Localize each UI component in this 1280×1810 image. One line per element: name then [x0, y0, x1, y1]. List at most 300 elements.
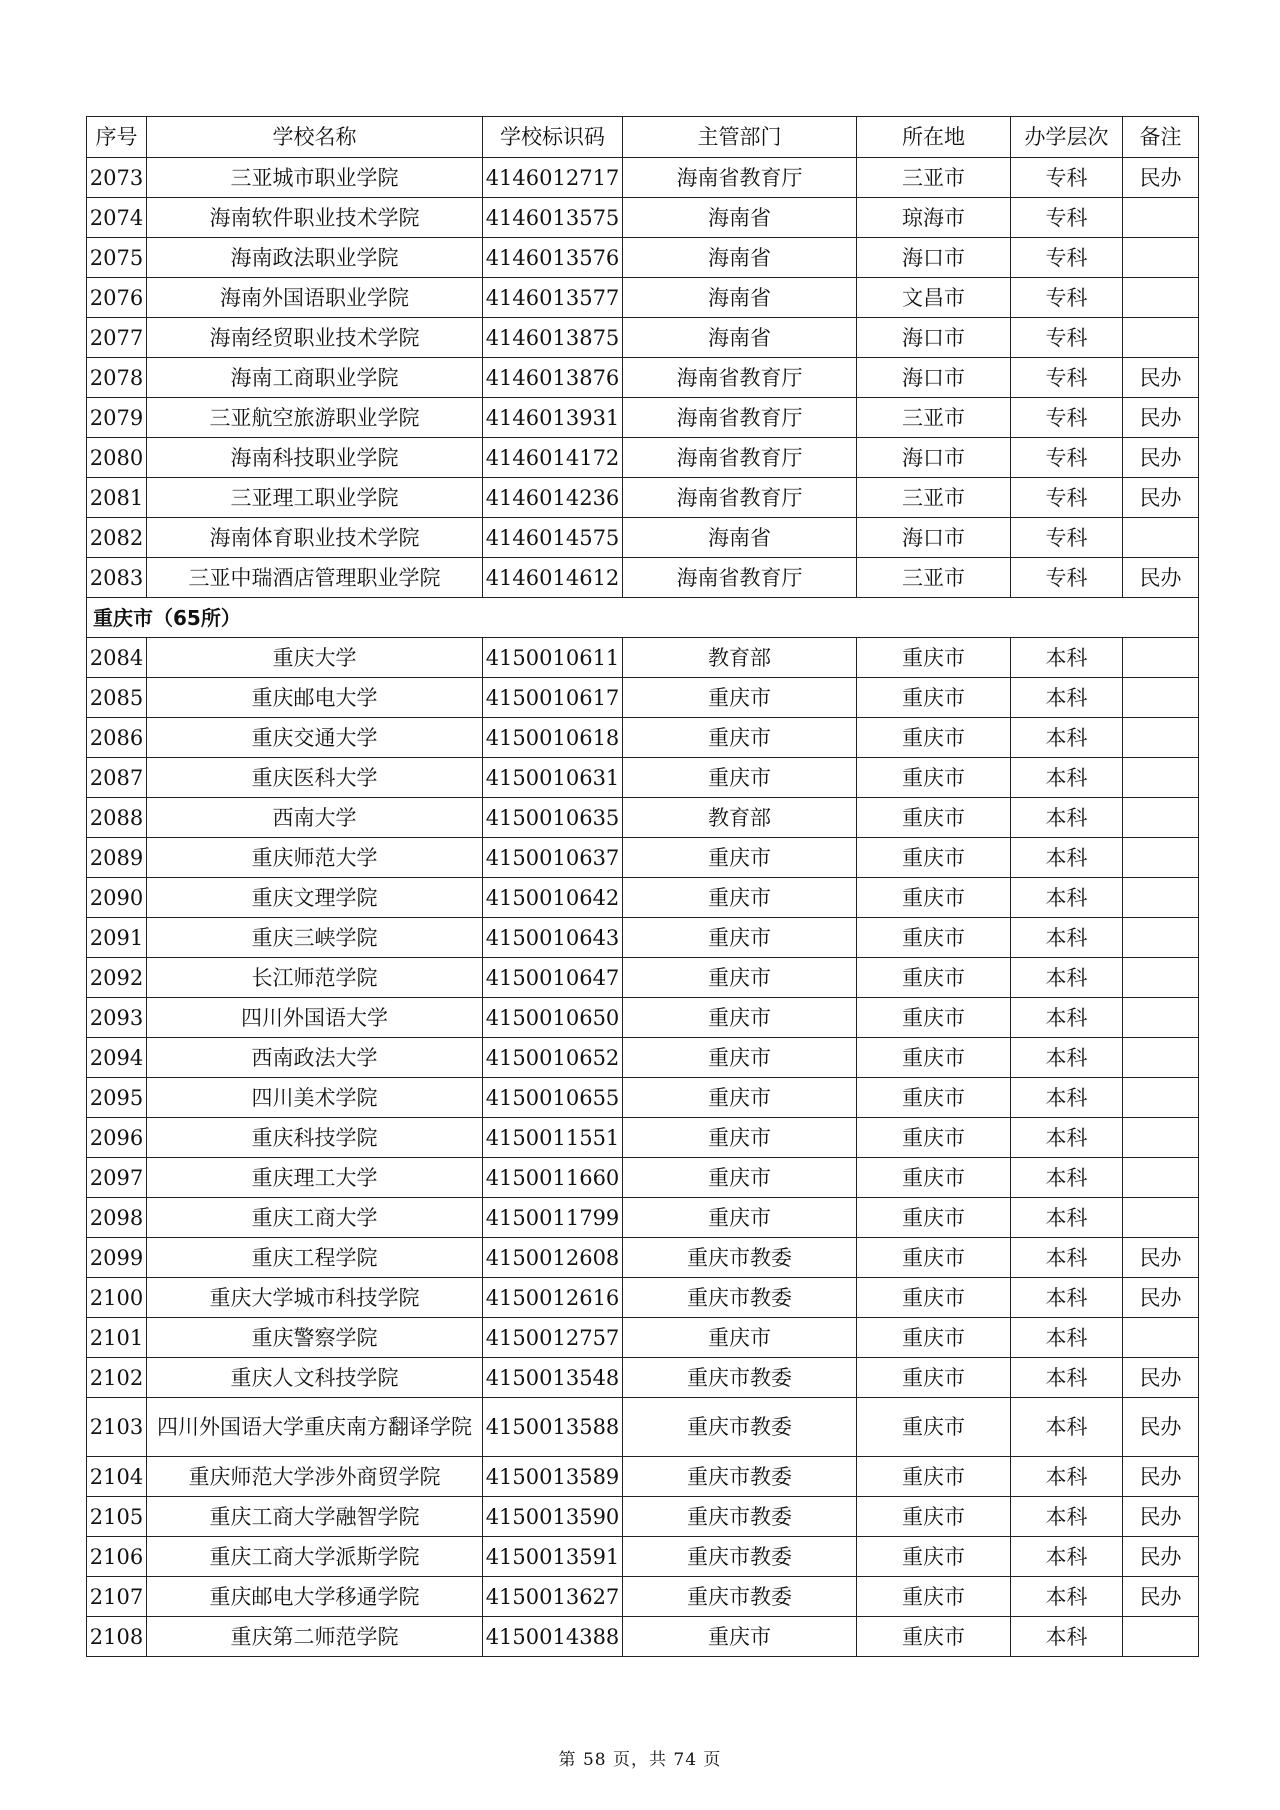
- school-id-code-cell: 4146014172: [483, 438, 623, 478]
- remark-cell: 民办: [1123, 1457, 1199, 1497]
- school-id-code-cell: 4150012608: [483, 1238, 623, 1278]
- school-name-cell: 海南工商职业学院: [147, 358, 483, 398]
- education-level-cell: 本科: [1011, 1318, 1123, 1358]
- header-cell: 主管部门: [623, 117, 857, 158]
- table-row: [87, 1577, 1199, 1617]
- location-cell: 重庆市: [857, 998, 1011, 1038]
- location-cell: 重庆市: [857, 638, 1011, 678]
- school-id-code-cell: 4146013576: [483, 238, 623, 278]
- table-row: [87, 1537, 1199, 1577]
- row-number-cell: 2077: [87, 318, 147, 358]
- authority-cell: 重庆市教委: [623, 1398, 857, 1457]
- school-id-code-cell: 4150013627: [483, 1577, 623, 1617]
- location-cell: 重庆市: [857, 758, 1011, 798]
- location-cell: 重庆市: [857, 918, 1011, 958]
- remark-cell: [1123, 318, 1199, 358]
- authority-cell: 重庆市: [623, 998, 857, 1038]
- row-number-cell: 2094: [87, 1038, 147, 1078]
- school-id-code-cell: 4150011799: [483, 1198, 623, 1238]
- remark-cell: [1123, 518, 1199, 558]
- authority-cell: 海南省教育厅: [623, 558, 857, 598]
- school-id-code-cell: 4150013590: [483, 1497, 623, 1537]
- location-cell: 重庆市: [857, 1497, 1011, 1537]
- location-cell: 重庆市: [857, 1038, 1011, 1078]
- row-number-cell: 2091: [87, 918, 147, 958]
- remark-cell: [1123, 1318, 1199, 1358]
- table-row: [87, 238, 1199, 278]
- table-row: [87, 558, 1199, 598]
- school-name-cell: 重庆大学: [147, 638, 483, 678]
- table-row: [87, 518, 1199, 558]
- row-number-cell: 2102: [87, 1358, 147, 1398]
- education-level-cell: 专科: [1011, 238, 1123, 278]
- row-number-cell: 2081: [87, 478, 147, 518]
- education-level-cell: 本科: [1011, 1118, 1123, 1158]
- school-id-code-cell: 4150010637: [483, 838, 623, 878]
- school-name-cell: 重庆邮电大学移通学院: [147, 1577, 483, 1617]
- authority-cell: 重庆市: [623, 1038, 857, 1078]
- authority-cell: 重庆市教委: [623, 1497, 857, 1537]
- school-roster-table: [86, 116, 1199, 1657]
- authority-cell: 海南省: [623, 318, 857, 358]
- header-cell: 办学层次: [1011, 117, 1123, 158]
- table-row: [87, 1398, 1199, 1457]
- school-name-cell: 重庆工商大学: [147, 1198, 483, 1238]
- location-cell: 海口市: [857, 518, 1011, 558]
- school-id-code-cell: 4150010611: [483, 638, 623, 678]
- remark-cell: 民办: [1123, 1398, 1199, 1457]
- header-cell: 备注: [1123, 117, 1199, 158]
- education-level-cell: 本科: [1011, 838, 1123, 878]
- table-row: [87, 358, 1199, 398]
- table-row: [87, 1278, 1199, 1318]
- row-number-cell: 2084: [87, 638, 147, 678]
- school-name-cell: 重庆文理学院: [147, 878, 483, 918]
- authority-cell: 海南省: [623, 238, 857, 278]
- school-id-code-cell: 4150010642: [483, 878, 623, 918]
- authority-cell: 重庆市: [623, 1158, 857, 1198]
- row-number-cell: 2085: [87, 678, 147, 718]
- row-number-cell: 2106: [87, 1537, 147, 1577]
- remark-cell: 民办: [1123, 1238, 1199, 1278]
- location-cell: 琼海市: [857, 198, 1011, 238]
- table-row: [87, 798, 1199, 838]
- remark-cell: [1123, 878, 1199, 918]
- remark-cell: [1123, 1158, 1199, 1198]
- education-level-cell: 本科: [1011, 1398, 1123, 1457]
- education-level-cell: 专科: [1011, 478, 1123, 518]
- school-name-cell: 重庆三峡学院: [147, 918, 483, 958]
- education-level-cell: 本科: [1011, 1617, 1123, 1657]
- authority-cell: 重庆市: [623, 1078, 857, 1118]
- row-number-cell: 2076: [87, 278, 147, 318]
- row-number-cell: 2096: [87, 1118, 147, 1158]
- remark-cell: [1123, 1617, 1199, 1657]
- section-label-chongqing: 重庆市（65所）: [87, 598, 1199, 638]
- location-cell: 重庆市: [857, 718, 1011, 758]
- row-number-cell: 2101: [87, 1318, 147, 1358]
- authority-cell: 海南省: [623, 278, 857, 318]
- education-level-cell: 本科: [1011, 638, 1123, 678]
- table-row: [87, 638, 1199, 678]
- education-level-cell: 专科: [1011, 158, 1123, 198]
- remark-cell: [1123, 718, 1199, 758]
- school-id-code-cell: 4150010618: [483, 718, 623, 758]
- education-level-cell: 本科: [1011, 958, 1123, 998]
- header-cell: 序号: [87, 117, 147, 158]
- school-name-cell: 重庆工商大学派斯学院: [147, 1537, 483, 1577]
- location-cell: 三亚市: [857, 558, 1011, 598]
- school-id-code-cell: 4150013548: [483, 1358, 623, 1398]
- table-row: [87, 1118, 1199, 1158]
- row-number-cell: 2080: [87, 438, 147, 478]
- education-level-cell: 专科: [1011, 278, 1123, 318]
- row-number-cell: 2107: [87, 1577, 147, 1617]
- school-id-code-cell: 4150013591: [483, 1537, 623, 1577]
- school-name-cell: 西南大学: [147, 798, 483, 838]
- authority-cell: 海南省教育厅: [623, 358, 857, 398]
- education-level-cell: 本科: [1011, 878, 1123, 918]
- hainan-rows: [87, 158, 1199, 598]
- location-cell: 重庆市: [857, 1078, 1011, 1118]
- row-number-cell: 2095: [87, 1078, 147, 1118]
- school-id-code-cell: 4150011660: [483, 1158, 623, 1198]
- row-number-cell: 2108: [87, 1617, 147, 1657]
- row-number-cell: 2087: [87, 758, 147, 798]
- header-cell: 学校标识码: [483, 117, 623, 158]
- remark-cell: [1123, 838, 1199, 878]
- school-name-cell: 重庆理工大学: [147, 1158, 483, 1198]
- row-number-cell: 2100: [87, 1278, 147, 1318]
- location-cell: 重庆市: [857, 1318, 1011, 1358]
- table-row: [87, 1617, 1199, 1657]
- school-name-cell: 重庆科技学院: [147, 1118, 483, 1158]
- table-row: [87, 718, 1199, 758]
- school-id-code-cell: 4150010655: [483, 1078, 623, 1118]
- school-id-code-cell: 4150010652: [483, 1038, 623, 1078]
- school-id-code-cell: 4150012757: [483, 1318, 623, 1358]
- row-number-cell: 2089: [87, 838, 147, 878]
- location-cell: 重庆市: [857, 1238, 1011, 1278]
- row-number-cell: 2082: [87, 518, 147, 558]
- school-name-cell: 四川外国语大学重庆南方翻译学院: [147, 1398, 483, 1457]
- education-level-cell: 专科: [1011, 358, 1123, 398]
- section-row: [87, 598, 1199, 638]
- authority-cell: 重庆市: [623, 1318, 857, 1358]
- location-cell: 重庆市: [857, 1158, 1011, 1198]
- remark-cell: [1123, 958, 1199, 998]
- school-name-cell: 三亚城市职业学院: [147, 158, 483, 198]
- table-row: [87, 878, 1199, 918]
- education-level-cell: 本科: [1011, 678, 1123, 718]
- school-id-code-cell: 4146013931: [483, 398, 623, 438]
- school-id-code-cell: 4150013589: [483, 1457, 623, 1497]
- school-id-code-cell: 4146014612: [483, 558, 623, 598]
- education-level-cell: 专科: [1011, 438, 1123, 478]
- authority-cell: 海南省教育厅: [623, 438, 857, 478]
- table-row: [87, 1318, 1199, 1358]
- education-level-cell: 本科: [1011, 1238, 1123, 1278]
- table-row: [87, 998, 1199, 1038]
- school-name-cell: 海南体育职业技术学院: [147, 518, 483, 558]
- authority-cell: 海南省: [623, 518, 857, 558]
- location-cell: 重庆市: [857, 1278, 1011, 1318]
- education-level-cell: 本科: [1011, 1198, 1123, 1238]
- remark-cell: 民办: [1123, 1278, 1199, 1318]
- education-level-cell: 专科: [1011, 558, 1123, 598]
- table-row: [87, 1198, 1199, 1238]
- table-header-row: [87, 117, 1199, 158]
- remark-cell: [1123, 678, 1199, 718]
- school-id-code-cell: 4150010647: [483, 958, 623, 998]
- location-cell: 海口市: [857, 318, 1011, 358]
- authority-cell: 重庆市教委: [623, 1238, 857, 1278]
- remark-cell: [1123, 1198, 1199, 1238]
- remark-cell: [1123, 1118, 1199, 1158]
- row-number-cell: 2090: [87, 878, 147, 918]
- location-cell: 海口市: [857, 238, 1011, 278]
- header-cell: 所在地: [857, 117, 1011, 158]
- authority-cell: 海南省: [623, 198, 857, 238]
- table-row: [87, 198, 1199, 238]
- table-row: [87, 318, 1199, 358]
- remark-cell: [1123, 198, 1199, 238]
- row-number-cell: 2086: [87, 718, 147, 758]
- table-row: [87, 918, 1199, 958]
- authority-cell: 重庆市: [623, 878, 857, 918]
- remark-cell: [1123, 1038, 1199, 1078]
- education-level-cell: 本科: [1011, 1158, 1123, 1198]
- location-cell: 文昌市: [857, 278, 1011, 318]
- school-name-cell: 海南科技职业学院: [147, 438, 483, 478]
- authority-cell: 重庆市教委: [623, 1577, 857, 1617]
- school-id-code-cell: 4150012616: [483, 1278, 623, 1318]
- education-level-cell: 专科: [1011, 318, 1123, 358]
- education-level-cell: 本科: [1011, 758, 1123, 798]
- row-number-cell: 2073: [87, 158, 147, 198]
- authority-cell: 重庆市: [623, 718, 857, 758]
- school-name-cell: 西南政法大学: [147, 1038, 483, 1078]
- row-number-cell: 2097: [87, 1158, 147, 1198]
- location-cell: 重庆市: [857, 1198, 1011, 1238]
- school-name-cell: 长江师范学院: [147, 958, 483, 998]
- school-id-code-cell: 4146013577: [483, 278, 623, 318]
- authority-cell: 重庆市: [623, 678, 857, 718]
- remark-cell: [1123, 758, 1199, 798]
- row-number-cell: 2075: [87, 238, 147, 278]
- row-number-cell: 2099: [87, 1238, 147, 1278]
- school-name-cell: 海南软件职业技术学院: [147, 198, 483, 238]
- location-cell: 重庆市: [857, 1457, 1011, 1497]
- location-cell: 海口市: [857, 438, 1011, 478]
- table-row: [87, 1158, 1199, 1198]
- authority-cell: 教育部: [623, 638, 857, 678]
- row-number-cell: 2105: [87, 1497, 147, 1537]
- table-row: [87, 1238, 1199, 1278]
- remark-cell: [1123, 278, 1199, 318]
- table-row: [87, 1457, 1199, 1497]
- remark-cell: 民办: [1123, 478, 1199, 518]
- remark-cell: 民办: [1123, 158, 1199, 198]
- row-number-cell: 2078: [87, 358, 147, 398]
- location-cell: 重庆市: [857, 1537, 1011, 1577]
- location-cell: 三亚市: [857, 478, 1011, 518]
- location-cell: 重庆市: [857, 838, 1011, 878]
- remark-cell: [1123, 238, 1199, 278]
- school-id-code-cell: 4146013875: [483, 318, 623, 358]
- table-row: [87, 158, 1199, 198]
- school-name-cell: 重庆交通大学: [147, 718, 483, 758]
- row-number-cell: 2104: [87, 1457, 147, 1497]
- table-row: [87, 1358, 1199, 1398]
- school-name-cell: 重庆工程学院: [147, 1238, 483, 1278]
- row-number-cell: 2083: [87, 558, 147, 598]
- education-level-cell: 本科: [1011, 1358, 1123, 1398]
- authority-cell: 重庆市教委: [623, 1537, 857, 1577]
- table-row: [87, 438, 1199, 478]
- authority-cell: 海南省教育厅: [623, 158, 857, 198]
- education-level-cell: 本科: [1011, 1537, 1123, 1577]
- remark-cell: [1123, 998, 1199, 1038]
- page-footer: 第 58 页，共 74 页: [558, 1750, 722, 1770]
- school-id-code-cell: 4150013588: [483, 1398, 623, 1457]
- remark-cell: 民办: [1123, 1358, 1199, 1398]
- remark-cell: 民办: [1123, 1497, 1199, 1537]
- remark-cell: 民办: [1123, 398, 1199, 438]
- school-id-code-cell: 4146013575: [483, 198, 623, 238]
- school-name-cell: 三亚中瑞酒店管理职业学院: [147, 558, 483, 598]
- authority-cell: 重庆市教委: [623, 1457, 857, 1497]
- school-name-cell: 重庆人文科技学院: [147, 1358, 483, 1398]
- school-name-cell: 重庆大学城市科技学院: [147, 1278, 483, 1318]
- school-id-code-cell: 4150010650: [483, 998, 623, 1038]
- education-level-cell: 本科: [1011, 718, 1123, 758]
- remark-cell: [1123, 918, 1199, 958]
- authority-cell: 重庆市: [623, 1198, 857, 1238]
- location-cell: 重庆市: [857, 798, 1011, 838]
- table-row: [87, 678, 1199, 718]
- school-id-code-cell: 4150014388: [483, 1617, 623, 1657]
- authority-cell: 重庆市: [623, 958, 857, 998]
- education-level-cell: 本科: [1011, 998, 1123, 1038]
- section-group: [87, 598, 1199, 638]
- location-cell: 重庆市: [857, 1617, 1011, 1657]
- location-cell: 重庆市: [857, 1398, 1011, 1457]
- education-level-cell: 本科: [1011, 1278, 1123, 1318]
- table-row: [87, 278, 1199, 318]
- school-name-cell: 重庆工商大学融智学院: [147, 1497, 483, 1537]
- authority-cell: 重庆市: [623, 838, 857, 878]
- school-id-code-cell: 4150010643: [483, 918, 623, 958]
- school-name-cell: 海南政法职业学院: [147, 238, 483, 278]
- authority-cell: 教育部: [623, 798, 857, 838]
- school-id-code-cell: 4150010617: [483, 678, 623, 718]
- authority-cell: 重庆市: [623, 918, 857, 958]
- education-level-cell: 本科: [1011, 1497, 1123, 1537]
- authority-cell: 海南省教育厅: [623, 478, 857, 518]
- education-level-cell: 本科: [1011, 1078, 1123, 1118]
- school-name-cell: 重庆第二师范学院: [147, 1617, 483, 1657]
- remark-cell: [1123, 1078, 1199, 1118]
- authority-cell: 重庆市教委: [623, 1358, 857, 1398]
- location-cell: 海口市: [857, 358, 1011, 398]
- table-row: [87, 398, 1199, 438]
- table-row: [87, 958, 1199, 998]
- school-name-cell: 重庆邮电大学: [147, 678, 483, 718]
- table-row: [87, 1038, 1199, 1078]
- chongqing-rows: [87, 638, 1199, 1657]
- row-number-cell: 2093: [87, 998, 147, 1038]
- remark-cell: 民办: [1123, 558, 1199, 598]
- header-cell: 学校名称: [147, 117, 483, 158]
- authority-cell: 重庆市: [623, 1617, 857, 1657]
- education-level-cell: 本科: [1011, 1038, 1123, 1078]
- school-name-cell: 四川美术学院: [147, 1078, 483, 1118]
- row-number-cell: 2103: [87, 1398, 147, 1457]
- location-cell: 重庆市: [857, 878, 1011, 918]
- school-name-cell: 重庆医科大学: [147, 758, 483, 798]
- school-id-code-cell: 4150010635: [483, 798, 623, 838]
- location-cell: 重庆市: [857, 678, 1011, 718]
- remark-cell: [1123, 798, 1199, 838]
- location-cell: 重庆市: [857, 958, 1011, 998]
- remark-cell: 民办: [1123, 1577, 1199, 1617]
- education-level-cell: 本科: [1011, 798, 1123, 838]
- school-name-cell: 海南经贸职业技术学院: [147, 318, 483, 358]
- table-row: [87, 478, 1199, 518]
- location-cell: 重庆市: [857, 1577, 1011, 1617]
- table-row: [87, 1078, 1199, 1118]
- remark-cell: 民办: [1123, 358, 1199, 398]
- school-name-cell: 重庆警察学院: [147, 1318, 483, 1358]
- row-number-cell: 2092: [87, 958, 147, 998]
- school-name-cell: 三亚理工职业学院: [147, 478, 483, 518]
- document-page: [86, 116, 1198, 1657]
- education-level-cell: 本科: [1011, 1577, 1123, 1617]
- education-level-cell: 专科: [1011, 518, 1123, 558]
- education-level-cell: 专科: [1011, 398, 1123, 438]
- school-name-cell: 重庆师范大学: [147, 838, 483, 878]
- school-id-code-cell: 4146014575: [483, 518, 623, 558]
- row-number-cell: 2074: [87, 198, 147, 238]
- table-row: [87, 1497, 1199, 1537]
- remark-cell: 民办: [1123, 438, 1199, 478]
- authority-cell: 重庆市教委: [623, 1278, 857, 1318]
- school-id-code-cell: 4146014236: [483, 478, 623, 518]
- remark-cell: 民办: [1123, 1537, 1199, 1577]
- authority-cell: 重庆市: [623, 758, 857, 798]
- school-id-code-cell: 4150010631: [483, 758, 623, 798]
- location-cell: 重庆市: [857, 1358, 1011, 1398]
- school-name-cell: 海南外国语职业学院: [147, 278, 483, 318]
- authority-cell: 重庆市: [623, 1118, 857, 1158]
- remark-cell: [1123, 638, 1199, 678]
- row-number-cell: 2088: [87, 798, 147, 838]
- education-level-cell: 本科: [1011, 1457, 1123, 1497]
- location-cell: 三亚市: [857, 398, 1011, 438]
- table-row: [87, 758, 1199, 798]
- school-id-code-cell: 4146013876: [483, 358, 623, 398]
- school-name-cell: 三亚航空旅游职业学院: [147, 398, 483, 438]
- school-name-cell: 四川外国语大学: [147, 998, 483, 1038]
- authority-cell: 海南省教育厅: [623, 398, 857, 438]
- school-id-code-cell: 4150011551: [483, 1118, 623, 1158]
- education-level-cell: 专科: [1011, 198, 1123, 238]
- location-cell: 重庆市: [857, 1118, 1011, 1158]
- school-name-cell: 重庆师范大学涉外商贸学院: [147, 1457, 483, 1497]
- row-number-cell: 2079: [87, 398, 147, 438]
- location-cell: 三亚市: [857, 158, 1011, 198]
